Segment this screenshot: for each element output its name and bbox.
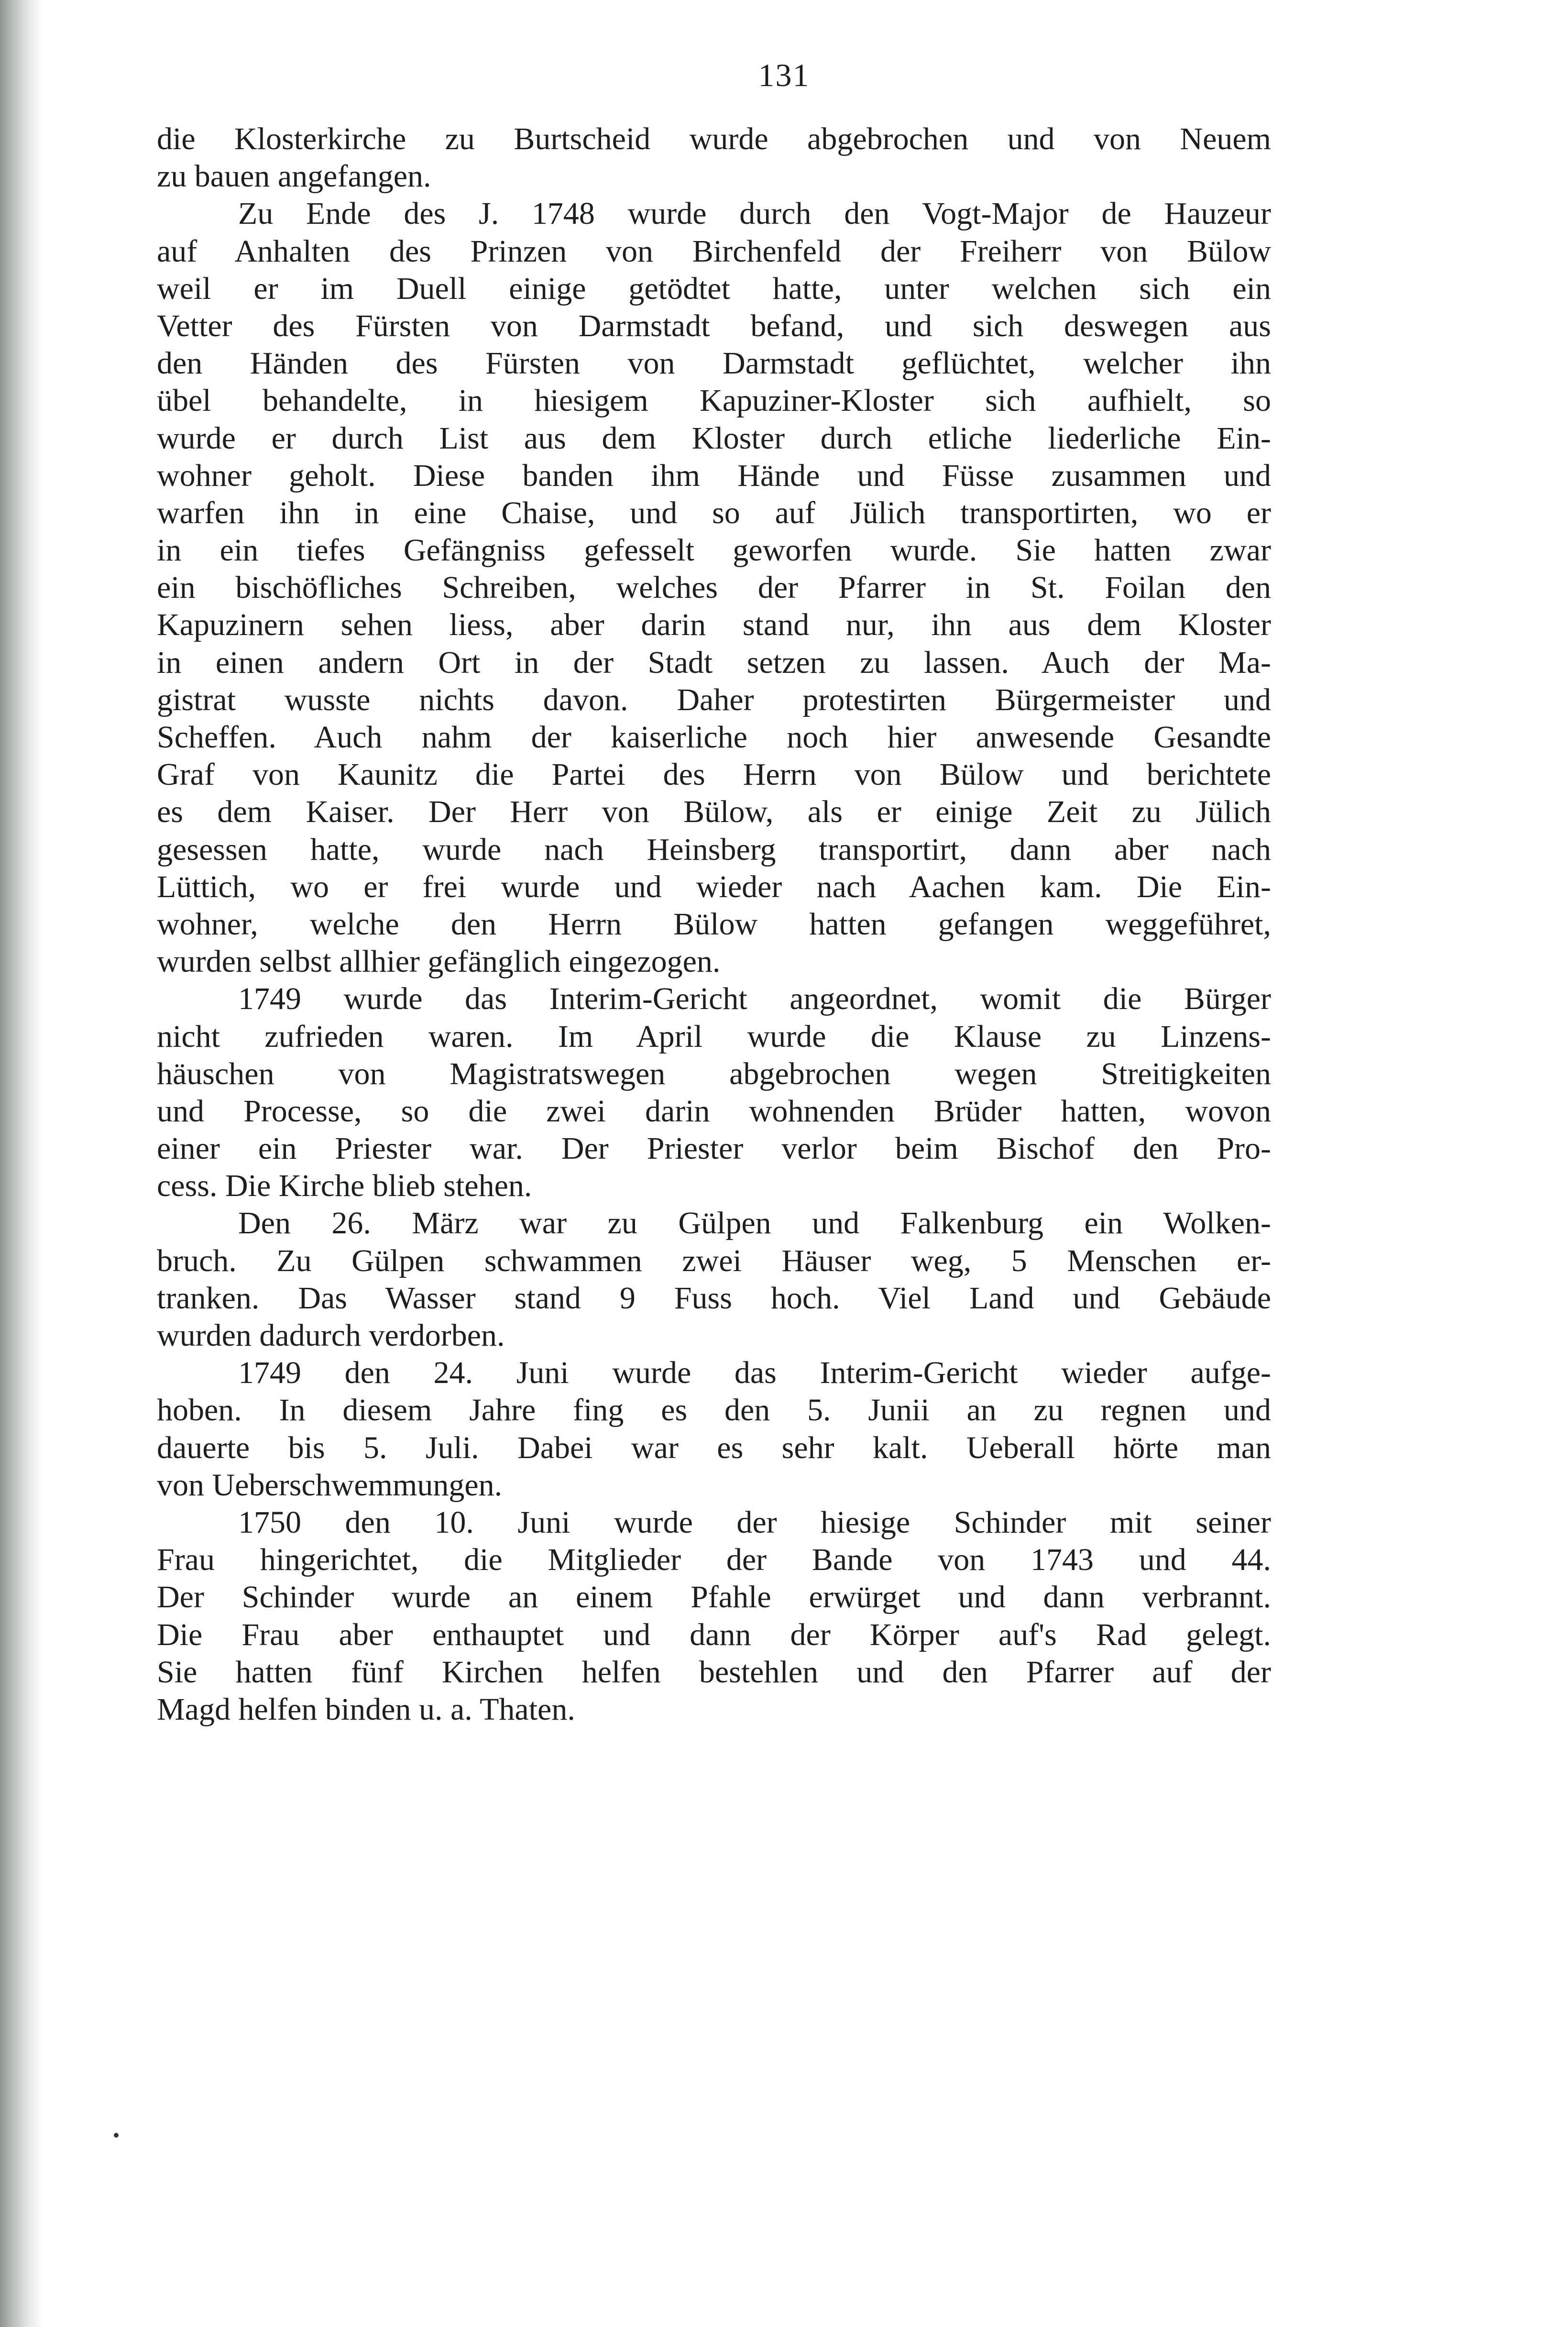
text-line: von Ueberschwemmungen. — [157, 1467, 503, 1503]
text-line: tranken. Das Wasser stand 9 Fuss hoch. Viel Land und Gebäude — [157, 1280, 1271, 1316]
text-line: häuschen von Magistratswegen abgebrochen wegen Streitigkeiten — [157, 1056, 1271, 1091]
text-line: gistrat wusste nichts davon. Daher protestirten Bürgermeister und — [157, 682, 1271, 717]
text-line: wohner, welche den Herrn Bülow hatten gefangen weggeführet, — [157, 906, 1271, 942]
text-line: in ein tiefes Gefängniss gefesselt geworfen wurde. Sie hatten zwar — [157, 533, 1271, 568]
text-line: nicht zufrieden waren. Im April wurde die Klause zu Linzens- — [157, 1019, 1271, 1054]
text-line: auf Anhalten des Prinzen von Birchenfeld der Freiherr von Bülow — [157, 233, 1271, 269]
text-line: zu bauen angefangen. — [157, 159, 431, 194]
text-line: bruch. Zu Gülpen schwammen zwei Häuser weg, 5 Menschen er- — [157, 1243, 1271, 1278]
margin-mark — [114, 2133, 119, 2138]
text-line: ein bischöfliches Schreiben, welches der Pfarrer in St. Foilan den — [157, 570, 1271, 605]
text-line: hoben. In diesem Jahre fing es den 5. Junii an zu regnen und — [157, 1393, 1271, 1428]
text-line: Kapuzinern sehen liess, aber darin stand nur, ihn aus dem Kloster — [157, 607, 1271, 643]
text-line: es dem Kaiser. Der Herr von Bülow, als er einige Zeit zu Jülich — [157, 794, 1271, 830]
text-line: Lüttich, wo er frei wurde und wieder nach Aachen kam. Die Ein- — [157, 869, 1271, 904]
text-line: cess. Die Kirche blieb stehen. — [157, 1168, 532, 1204]
text-line: Frau hingerichtet, die Mitglieder der Bande von 1743 und 44. — [157, 1542, 1271, 1578]
text-line: und Processe, so die zwei darin wohnenden Brüder hatten, wovon — [157, 1093, 1271, 1129]
text-line: übel behandelte, in hiesigem Kapuziner-Kloster sich aufhielt, so — [157, 383, 1271, 418]
text-line: wurde er durch List aus dem Kloster durch etliche liederliche Ein- — [157, 420, 1271, 456]
text-line: dauerte bis 5. Juli. Dabei war es sehr kalt. Ueberall hörte man — [157, 1430, 1271, 1465]
text-line: Graf von Kaunitz die Partei des Herrn von Bülow und berichtete — [157, 757, 1271, 792]
text-line: weil er im Duell einige getödtet hatte, unter welchen sich ein — [157, 271, 1271, 306]
text-line: wurden dadurch verdorben. — [157, 1318, 505, 1353]
paragraph-first-line: Zu Ende des J. 1748 wurde durch den Vogt-Major de Hauzeur — [238, 196, 1271, 231]
text-line: die Klosterkirche zu Burtscheid wurde abgebrochen und von Neuem — [157, 121, 1271, 156]
text-line: Sie hatten fünf Kirchen helfen bestehlen und den Pfarrer auf der — [157, 1654, 1271, 1690]
paragraph-first-line: 1749 wurde das Interim-Gericht angeordnet, womit die Bürger — [238, 981, 1271, 1017]
scan-binding-shadow — [0, 0, 43, 2327]
paragraph-first-line: 1749 den 24. Juni wurde das Interim-Gericht wieder aufge- — [238, 1355, 1271, 1391]
paragraph-first-line: 1750 den 10. Juni wurde der hiesige Schinder mit seiner — [238, 1504, 1271, 1540]
text-line: Vetter des Fürsten von Darmstadt befand, und sich deswegen aus — [157, 308, 1271, 343]
text-line: Magd helfen binden u. a. Thaten. — [157, 1691, 575, 1727]
text-line: gesessen hatte, wurde nach Heinsberg transportirt, dann aber nach — [157, 832, 1271, 867]
text-line: wurden selbst allhier gefänglich eingezogen. — [157, 944, 721, 979]
paragraph-first-line: Den 26. März war zu Gülpen und Falkenburg ein Wolken- — [238, 1206, 1271, 1241]
text-line: den Händen des Fürsten von Darmstadt geflüchtet, welcher ihn — [157, 346, 1271, 381]
page-number: 131 — [758, 57, 810, 93]
text-line: warfen ihn in eine Chaise, und so auf Jülich transportirten, wo er — [157, 495, 1271, 530]
text-line: in einen andern Ort in der Stadt setzen zu lassen. Auch der Ma- — [157, 645, 1271, 680]
text-line: Die Frau aber enthauptet und dann der Körper auf's Rad gelegt. — [157, 1617, 1271, 1652]
body-text — [157, 121, 1271, 1728]
text-line: Scheffen. Auch nahm der kaiserliche noch hier anwesende Gesandte — [157, 720, 1271, 755]
text-line: Der Schinder wurde an einem Pfahle erwürget und dann verbrannt. — [157, 1580, 1271, 1615]
text-line: einer ein Priester war. Der Priester verlor beim Bischof den Pro- — [157, 1131, 1271, 1166]
text-line: wohner geholt. Diese banden ihm Hände und Füsse zusammen und — [157, 458, 1271, 493]
